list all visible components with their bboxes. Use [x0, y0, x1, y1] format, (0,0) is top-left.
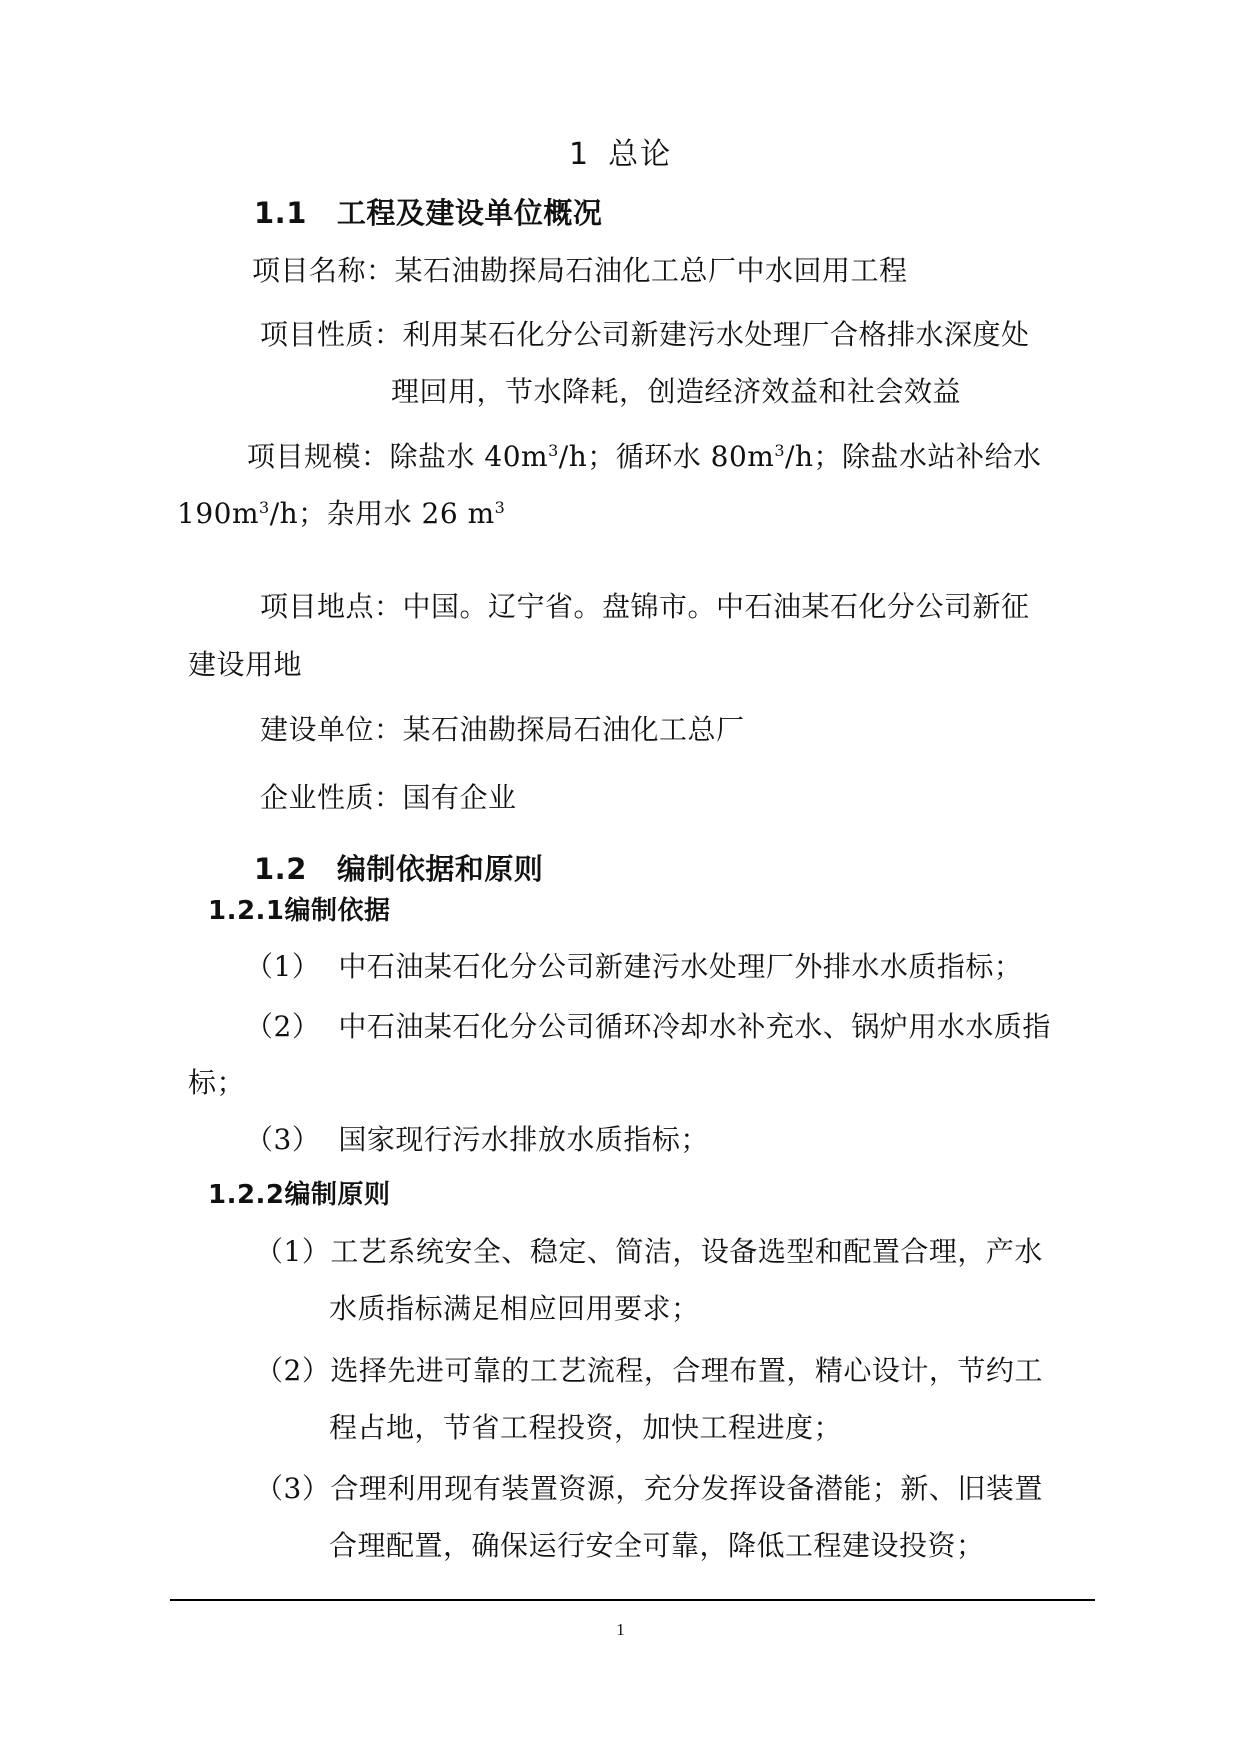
principle-2-line-2: 程占地，节省工程投资，加快工程进度；	[329, 1411, 843, 1444]
project-location-line-1: 项目地点：中国。辽宁省。盘锦市。中石油某石化分公司新征	[260, 590, 1030, 623]
project-nature-line-1: 项目性质：利用某石化分公司新建污水处理厂合格排水深度处	[260, 318, 1030, 351]
enterprise-nature: 企业性质：国有企业	[260, 781, 517, 814]
subsection-heading-principle: 1.2.2编制原则	[208, 1180, 391, 1210]
section-heading-1-1	[254, 196, 602, 230]
basis-item-2-cont: 标；	[188, 1066, 246, 1099]
principle-1-line-1: （1）工艺系统安全、稳定、简洁，设备选型和配置合理，产水	[255, 1235, 1043, 1268]
project-scale-line-2: $190m^3/h$；杂用水 26 $m^3$	[177, 497, 506, 530]
chapter-heading	[569, 138, 672, 172]
principle-3-line-2: 合理配置，确保运行安全可靠，降低工程建设投资；	[329, 1529, 985, 1562]
chapter-number: 1	[569, 137, 591, 172]
basis-item-2: （2） 中石油某石化分公司循环冷却水补充水、锅炉用水水质指	[245, 1010, 1051, 1043]
footer-divider	[170, 1599, 1095, 1601]
principle-3-line-1: （3）合理利用现有装置资源，充分发挥设备潜能；新、旧装置	[255, 1472, 1043, 1505]
principle-2-line-1: （2）选择先进可靠的工艺流程，合理布置，精心设计，节约工	[255, 1354, 1043, 1387]
builder: 建设单位：某石油勘探局石油化工总厂	[260, 713, 745, 746]
page-number: 1	[616, 1620, 625, 1639]
project-scale-line-1: 项目规模：除盐水 $40m^3/h$；循环水 $80m^3/h$；除盐水站补给水	[247, 440, 1042, 473]
project-location-line-2: 建设用地	[188, 648, 303, 681]
item-number: （1）	[245, 950, 321, 983]
project-name: 项目名称：某石油勘探局石油化工总厂中水回用工程	[252, 254, 908, 287]
section-number: 1.2	[254, 852, 307, 886]
item-number: （2）	[245, 1010, 321, 1043]
subsection-heading-basis: 1.2.1编制依据	[208, 896, 391, 926]
section-title: 工程及建设单位概况	[336, 196, 603, 230]
project-nature-line-2: 理回用，节水降耗，创造经济效益和社会效益	[391, 375, 962, 408]
section-number: 1.1	[254, 196, 307, 230]
basis-item-1: （1） 中石油某石化分公司新建污水处理厂外排水水质指标；	[245, 950, 1023, 983]
section-title: 编制依据和原则	[336, 852, 544, 886]
item-number: （3）	[245, 1123, 321, 1156]
section-heading-1-2	[254, 852, 543, 886]
principle-1-line-2: 水质指标满足相应回用要求；	[329, 1292, 700, 1325]
chapter-title: 总论	[608, 137, 673, 172]
basis-item-3: （3） 国家现行污水排放水质指标；	[245, 1123, 709, 1156]
